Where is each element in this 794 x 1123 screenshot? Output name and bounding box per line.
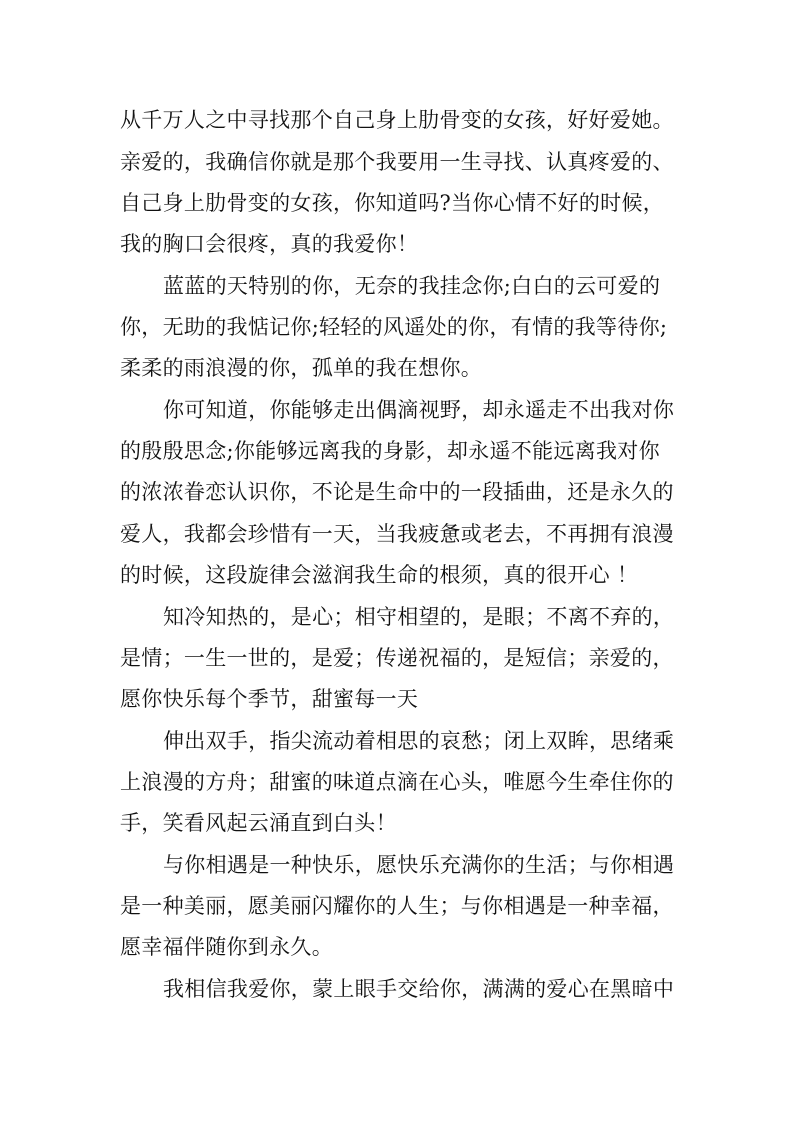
paragraph-2-line-2: 你，无助的我惦记你;轻轻的风遥处的你，有情的我等待你; [120,315,668,339]
paragraph-3-line-5: 的时候，这段旋律会滋润我生命的根须，真的很开心 ！ [120,563,639,587]
paragraph-1-line-1: 从千万人之中寻找那个自己身上肋骨变的女孩，好好爱她。 [120,108,674,132]
paragraph-1-line-4: 我的胸口会很疼，真的我爱你！ [120,232,419,256]
paragraph-4-line-1: 知冷知热的，是心；相守相望的，是眼；不离不弃的， [163,605,675,629]
paragraph-2-line-3: 柔柔的雨浪漫的你，孤单的我在想你。 [120,356,483,380]
paragraph-6-line-1: 与你相遇是一种快乐，愿快乐充满你的生活；与你相遇 [163,853,675,877]
paragraph-5-line-3: 手，笑看风起云涌直到白头！ [120,811,397,835]
paragraph-3-line-4: 爱人，我都会珍惜有一天，当我疲惫或老去，不再拥有浪漫 [120,522,674,546]
paragraph-6-line-2: 是一种美丽，愿美丽闪耀你的人生；与你相遇是一种幸福， [120,894,674,918]
paragraph-3-line-3: 的浓浓眷恋认识你，不论是生命中的一段插曲，还是永久的 [120,480,674,504]
paragraph-1-line-3: 自己身上肋骨变的女孩，你知道吗?当你心情不好的时候， [120,191,665,215]
paragraph-4-line-2: 是情；一生一世的，是爱；传递祝福的，是短信；亲爱的， [120,646,674,670]
paragraph-6-line-3: 愿幸福伴随你到永久。 [120,935,333,959]
paragraph-3-line-2: 的殷殷思念;你能够远离我的身影，却永遥不能远离我对你 [120,439,660,463]
paragraph-1-line-2: 亲爱的，我确信你就是那个我要用一生寻找、认真疼爱的、 [120,150,674,174]
paragraph-5-line-1: 伸出双手，指尖流动着相思的哀愁；闭上双眸，思绪乘 [163,729,675,753]
paragraph-7-line-1: 我相信我爱你，蒙上眼手交给你，满满的爱心在黑暗中 [163,977,675,1001]
paragraph-2-line-1: 蓝蓝的天特别的你，无奈的我挂念你;白白的云可爱的 [163,274,661,298]
paragraph-4-line-3: 愿你快乐每个季节，甜蜜每一天 [120,687,419,711]
paragraph-3-line-1: 你可知道，你能够走出偶滴视野，却永遥走不出我对你 [163,398,675,422]
paragraph-5-line-2: 上浪漫的方舟；甜蜜的味道点滴在心头，唯愿今生牵住你的 [120,770,674,794]
